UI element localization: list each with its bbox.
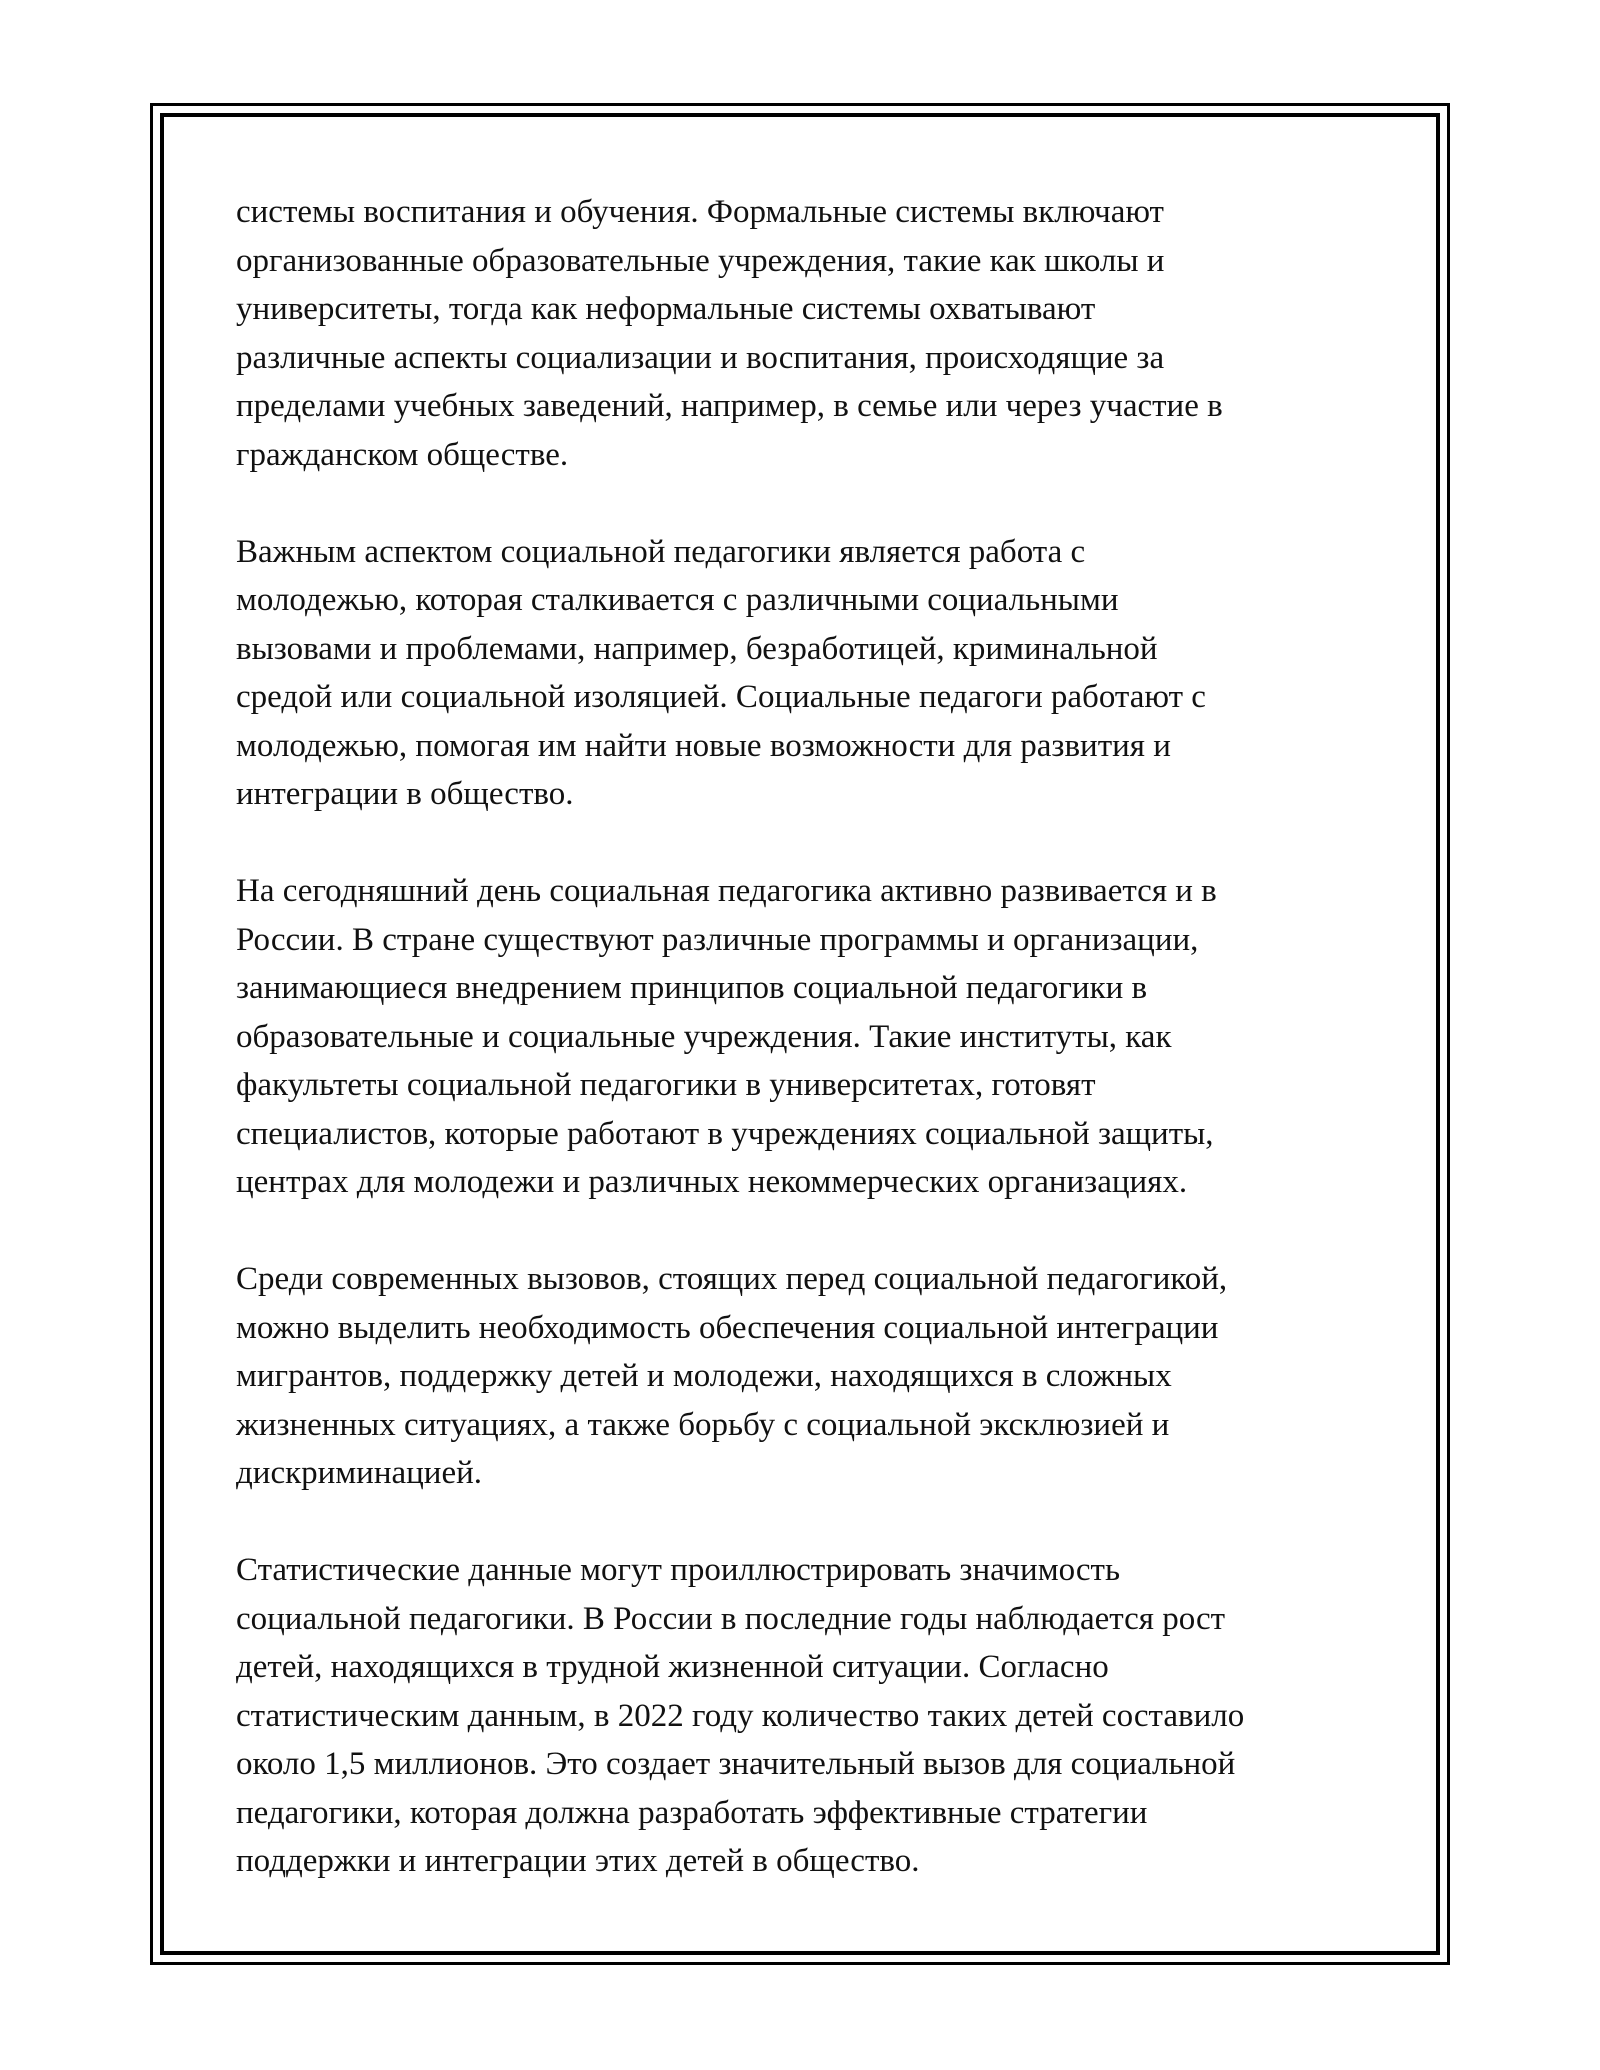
text-line: Среди современных вызовов, стоящих перед социальной педагогикой,: [236, 1261, 1228, 1297]
text-line: поддержки и интеграции этих детей в общество.: [236, 1843, 920, 1879]
text-line: различные аспекты социализации и воспитания, происходящие за: [236, 339, 1165, 376]
text-line: молодежью, которая сталкивается с различными социальными: [236, 582, 1119, 618]
text-line: Важным аспектом социальной педагогики является работа с: [236, 533, 1086, 570]
paragraph: [236, 528, 1376, 819]
text-line: Статистические данные могут проиллюстрировать значимость: [236, 1552, 1121, 1588]
text-line: образовательные и социальные учреждения. Такие институты, как: [236, 1018, 1172, 1055]
paragraph: [236, 1255, 1376, 1498]
text-line: можно выделить необходимость обеспечения социальной интеграции: [236, 1309, 1219, 1346]
text-line: статистическим данным, в 2022 году количество таких детей составило: [236, 1697, 1245, 1734]
text-line: организованные образовательные учреждения, такие как школы и: [236, 242, 1165, 279]
text-line: гражданском обществе.: [236, 436, 569, 473]
text-line: молодежью, помогая им найти новые возможности для развития и: [236, 727, 1171, 764]
text-line: университеты, тогда как неформальные системы охватывают: [236, 291, 1096, 327]
text-line: специалистов, которые работают в учреждениях социальной защиты,: [236, 1115, 1214, 1152]
text-line: интеграции в общество.: [236, 776, 574, 812]
text-line: На сегодняшний день социальная педагогика активно развивается и в: [236, 873, 1217, 909]
paragraph: [236, 188, 1376, 479]
text-line: педагогики, которая должна разработать эффективные стратегии: [236, 1794, 1148, 1831]
text-line: дискриминацией.: [236, 1455, 483, 1491]
text-line: детей, находящихся в трудной жизненной ситуации. Согласно: [236, 1649, 1109, 1685]
text-line: факультеты социальной педагогики в университетах, готовят: [236, 1067, 1096, 1103]
text-line: социальной педагогики. В России в последние годы наблюдается рост: [236, 1600, 1226, 1637]
text-line: центрах для молодежи и различных некоммерческих организациях.: [236, 1164, 1188, 1200]
text-line: системы воспитания и обучения. Формальные системы включают: [236, 194, 1164, 230]
paragraph: [236, 1546, 1376, 1886]
text-line: около 1,5 миллионов. Это создает значительный вызов для социальной: [236, 1746, 1236, 1782]
text-line: России. В стране существуют различные программы и организации,: [236, 921, 1199, 958]
text-line: пределами учебных заведений, например, в семье или через участие в: [236, 388, 1223, 424]
text-line: занимающиеся внедрением принципов социальной педагогики в: [236, 970, 1148, 1006]
text-line: мигрантов, поддержку детей и молодежи, находящихся в сложных: [236, 1358, 1172, 1394]
text-line: жизненных ситуациях, а также борьбу с социальной эксклюзией и: [236, 1406, 1170, 1443]
paragraph: [236, 867, 1376, 1207]
text-line: средой или социальной изоляцией. Социальные педагоги работают с: [236, 679, 1206, 715]
document-body: [236, 188, 1376, 1934]
text-line: вызовами и проблемами, например, безработицей, криминальной: [236, 630, 1158, 667]
